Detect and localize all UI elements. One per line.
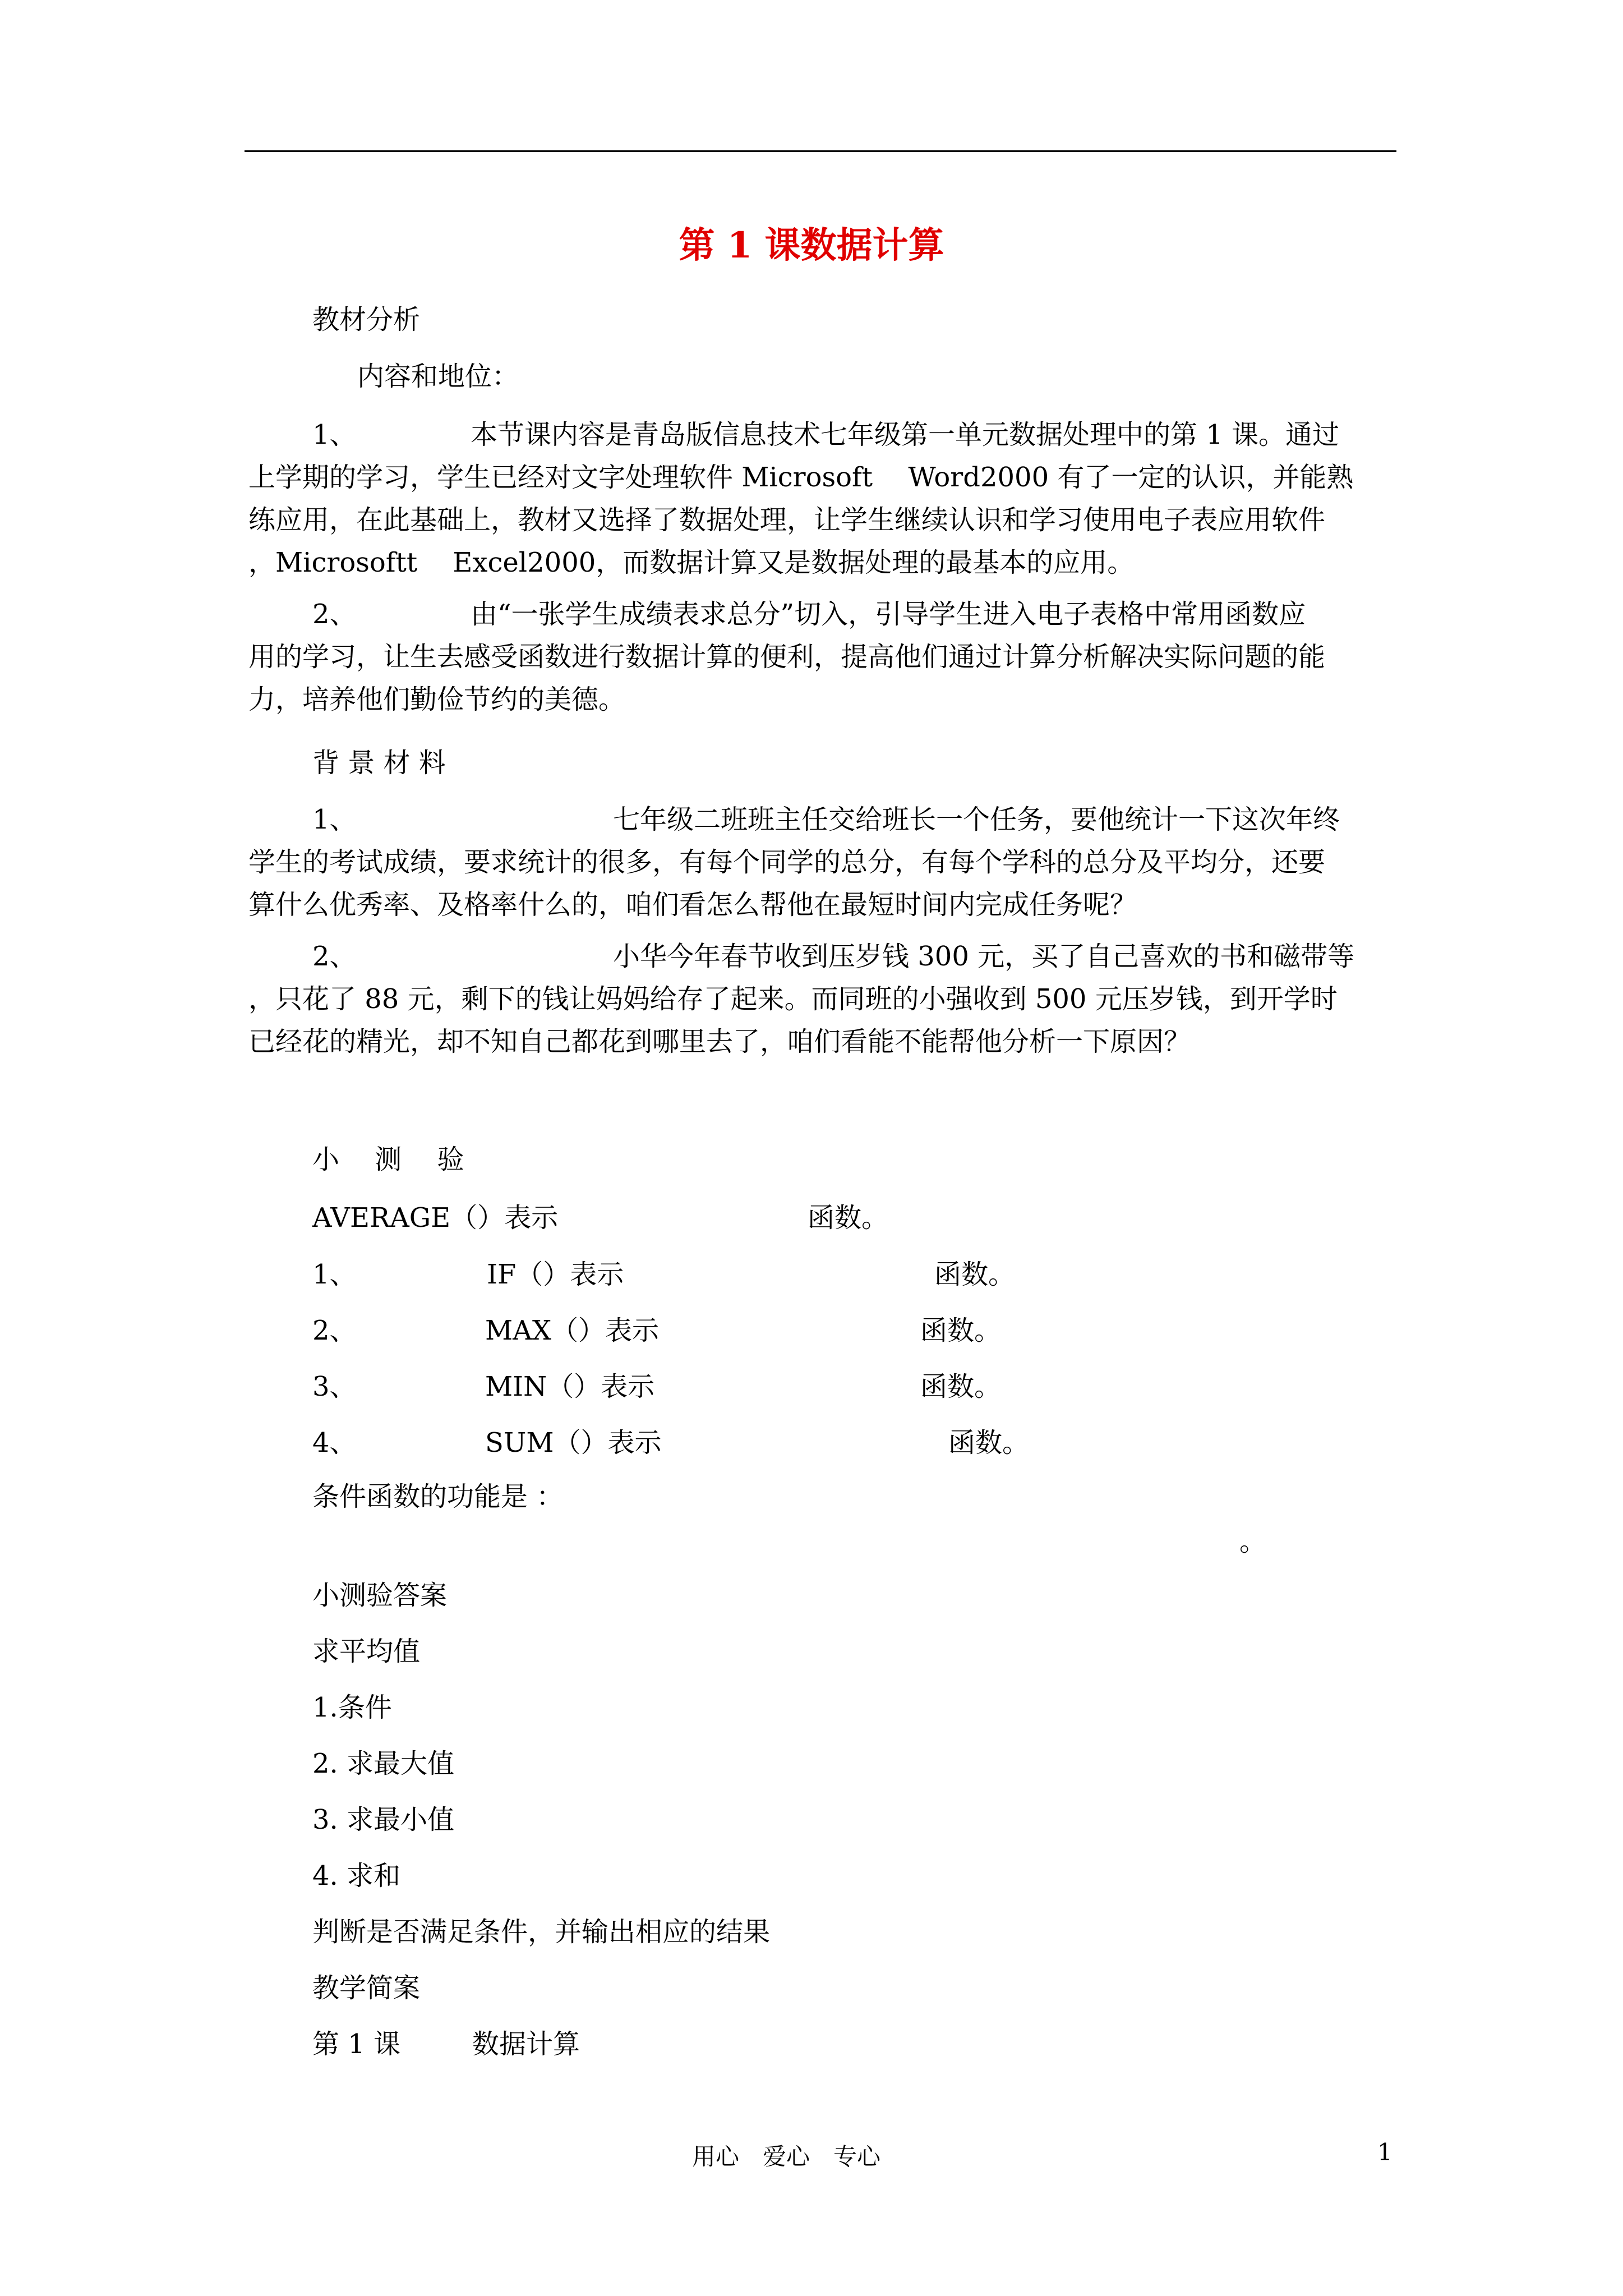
quiz-suffix: 函数。 [920, 1371, 1002, 1402]
paragraph-item [248, 413, 1393, 584]
item-first-line: 本节课内容是青岛版信息技术七年级第一单元数据处理中的第 1 课。通过 [471, 419, 1340, 450]
answer-line: 3. 求最小值 [312, 1804, 455, 1835]
quiz-suffix: 函数。 [920, 1315, 1002, 1346]
condition-end-mark: 。 [1239, 1526, 1267, 1557]
quiz-heading: 小 测 验 [312, 1144, 464, 1175]
paragraph-item [248, 593, 1393, 721]
section-subheading: 内容和地位： [357, 361, 519, 392]
paragraph-line: 力，培养他们勤俭节约的美德。 [248, 684, 626, 715]
answer-line: 1.条件 [312, 1692, 392, 1723]
answer-line: 求平均值 [312, 1636, 421, 1667]
paragraph-line: ，只花了 88 元，剩下的钱让妈妈给存了起来。而同班的小强收到 500 元压岁钱，到开学时 [248, 983, 1338, 1015]
paragraph-line: 学生的考试成绩，要求统计的很多，有每个同学的总分，有每个学科的总分及平均分，还要 [248, 846, 1326, 878]
answer-line: 判断是否满足条件，并输出相应的结果 [312, 1916, 771, 1948]
header-rule [245, 150, 1396, 152]
quiz-item-number: 4、 [312, 1427, 357, 1458]
page-title: 第 1 课数据计算 [679, 224, 944, 266]
quiz-item-label: MAX（）表示 [485, 1315, 659, 1346]
answers-heading: 小测验答案 [312, 1580, 448, 1611]
item-number: 1、 [312, 804, 357, 835]
item-number: 2、 [312, 599, 357, 630]
item-number: 2、 [312, 941, 357, 972]
quiz-suffix: 函数。 [808, 1202, 889, 1234]
paragraph-item [248, 935, 1393, 1063]
quiz-item-number: 1、 [312, 1259, 357, 1290]
plan-heading: 教学简案 [312, 1972, 421, 2004]
paragraph-line: 上学期的学习，学生已经对文字处理软件 Microsoft Word2000 有了一定的认识，并能熟 [248, 462, 1354, 493]
paragraph-line: 算什么优秀率、及格率什么的，咱们看怎么帮他在最短时间内完成任务呢？ [248, 889, 1137, 921]
lesson-name: 数据计算 [472, 2028, 580, 2060]
quiz-item-number: 3、 [312, 1371, 357, 1402]
section-heading: 背 景 材 料 [312, 747, 446, 779]
quiz-item-label: SUM（）表示 [485, 1427, 662, 1458]
lesson-number: 第 1 课 [312, 2028, 401, 2060]
quiz-suffix: 函数。 [948, 1427, 1030, 1458]
quiz-item-label: MIN（）表示 [485, 1371, 655, 1402]
condition-label: 条件函数的功能是 ： [312, 1481, 564, 1512]
item-first-line: 小华今年春节收到压岁钱 300 元，买了自己喜欢的书和磁带等 [613, 941, 1355, 972]
quiz-item-number: 2、 [312, 1315, 357, 1346]
section-heading: 教材分析 [312, 304, 421, 335]
quiz-item-label: IF（）表示 [487, 1259, 624, 1290]
quiz-average-label: AVERAGE（）表示 [312, 1202, 559, 1234]
paragraph-line: 已经花的精光，却不知自己都花到哪里去了，咱们看能不能帮他分析一下原因？ [248, 1026, 1191, 1057]
item-first-line: 由“一张学生成绩表求总分”切入，引导学生进入电子表格中常用函数应 [471, 599, 1306, 630]
quiz-suffix: 函数。 [934, 1259, 1016, 1290]
footer-motto: 用心 爱心 专心 [692, 2143, 881, 2170]
paragraph-line: 练应用，在此基础上，教材又选择了数据处理，让学生继续认识和学习使用电子表应用软件 [248, 504, 1326, 536]
page-number: 1 [1377, 2138, 1393, 2166]
paragraph-line: 用的学习，让生去感受函数进行数据计算的便利，提高他们通过计算分析解决实际问题的能 [248, 641, 1326, 673]
answer-line: 4. 求和 [312, 1860, 401, 1892]
item-number: 1、 [312, 419, 357, 450]
answer-line: 2. 求最大值 [312, 1748, 455, 1779]
item-first-line: 七年级二班班主任交给班长一个任务，要他统计一下这次年终 [613, 804, 1340, 835]
paragraph-item [248, 798, 1393, 926]
paragraph-line: ，Microsoftt Excel2000，而数据计算又是数据处理的最基本的应用。 [248, 547, 1135, 578]
